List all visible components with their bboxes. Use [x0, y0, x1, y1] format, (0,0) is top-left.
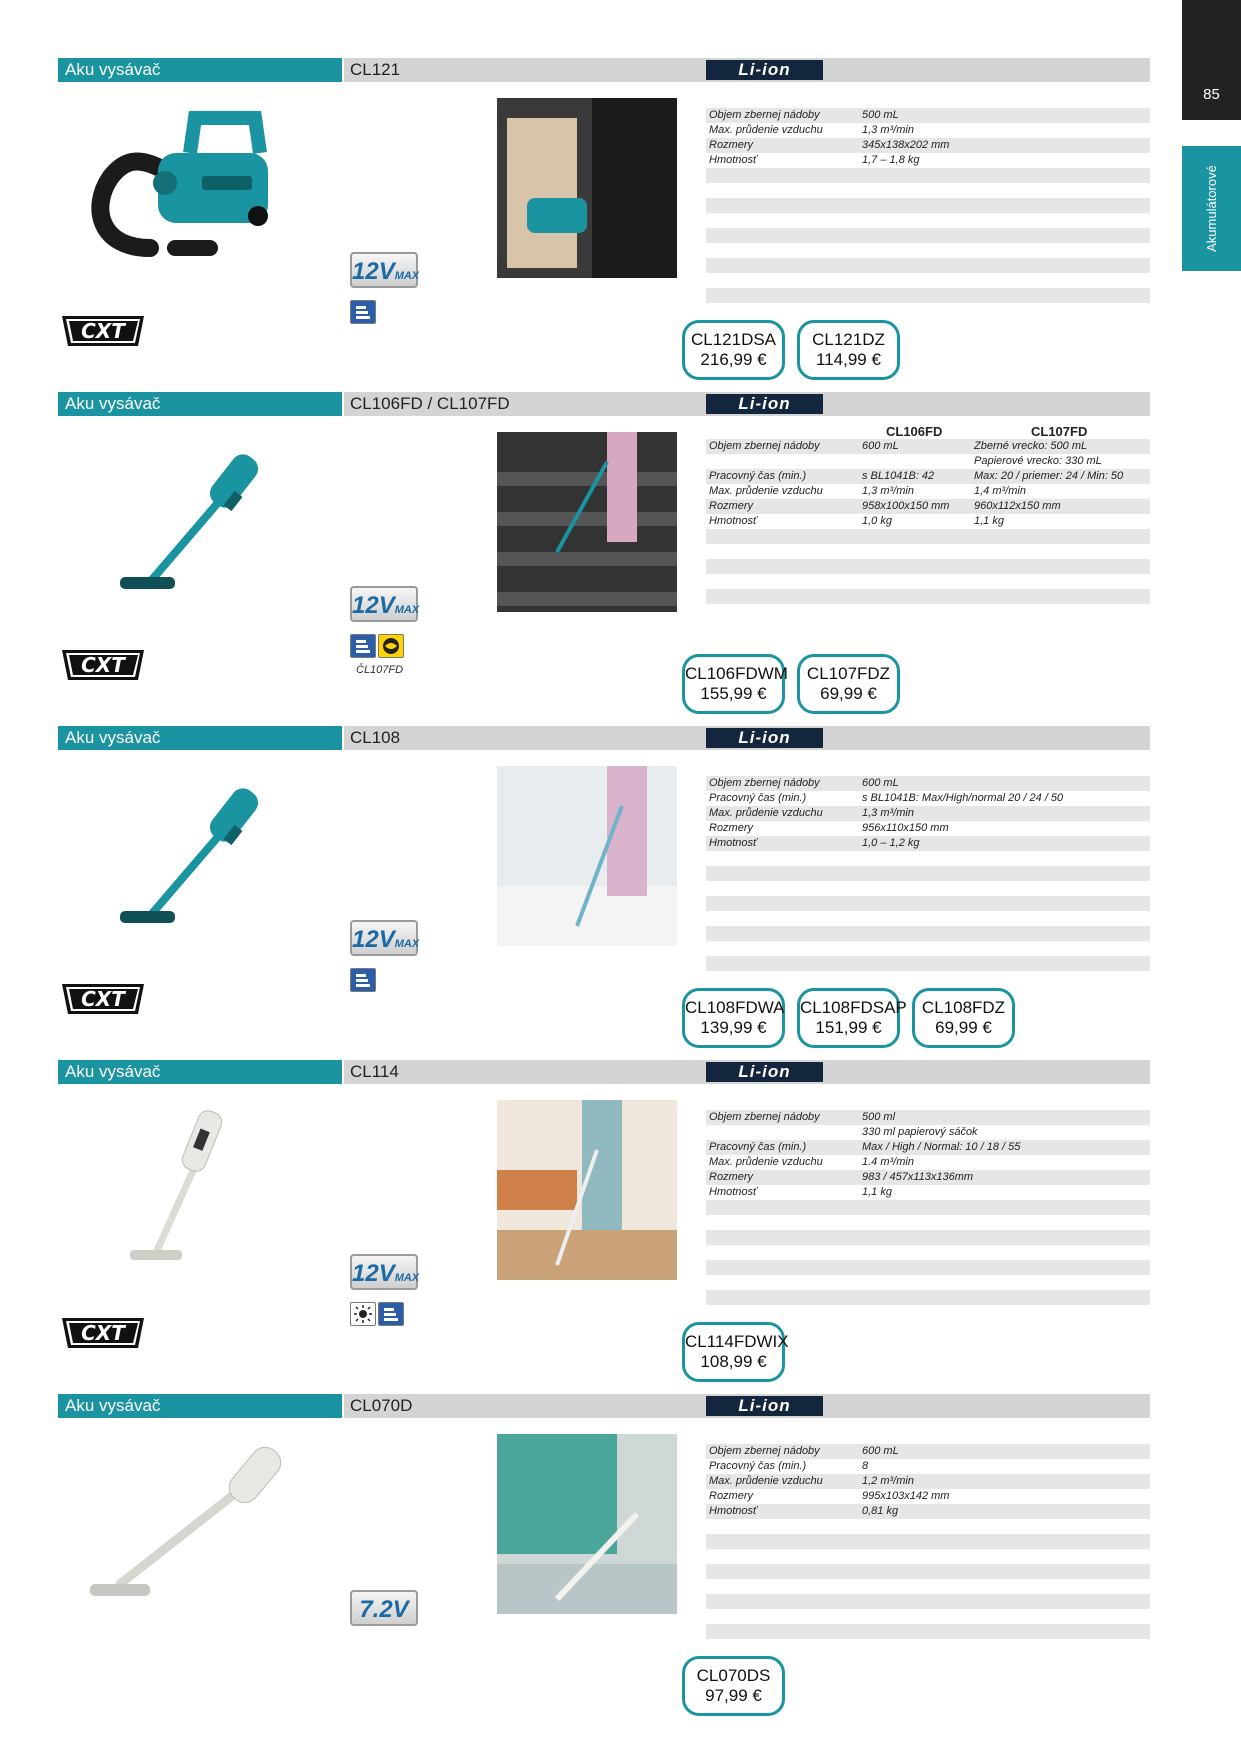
spec-label: Rozmery	[709, 500, 754, 512]
price: 114,99 €	[816, 350, 881, 369]
category-label: Aku vysávač	[58, 58, 342, 82]
spec-row	[706, 153, 1150, 168]
spec-row	[706, 1230, 1150, 1245]
spec-row	[706, 1549, 1150, 1564]
spec-value: 600 mL	[862, 440, 899, 452]
feature-icons	[350, 634, 404, 658]
product-section	[0, 58, 1180, 392]
voltage-badge	[350, 252, 418, 288]
spec-table	[706, 1444, 1150, 1639]
spec-row	[706, 1245, 1150, 1260]
spec-row	[706, 1609, 1150, 1624]
filter-icon	[378, 634, 404, 658]
spec-label: Pracovný čas (min.)	[709, 1460, 807, 1472]
spec-value: 500 mL	[862, 109, 899, 121]
svg-text:CXT: CXT	[81, 987, 125, 1011]
svg-text:CXT: CXT	[81, 319, 125, 343]
spec-row	[706, 1215, 1150, 1230]
spec-value: 1,0 kg	[862, 515, 892, 527]
price-box[interactable]	[682, 1656, 785, 1716]
model-label: CL108	[344, 726, 1150, 750]
spec-row	[706, 1564, 1150, 1579]
battery-level-icon	[350, 634, 376, 658]
price-box[interactable]	[797, 988, 907, 1048]
spec-label: Max. průdenie vzduchu	[709, 1156, 823, 1168]
spec-value-2: 1,4 m³/min	[974, 485, 1026, 497]
spec-row	[706, 896, 1150, 911]
spec-value: 345x138x202 mm	[862, 139, 950, 151]
spec-row	[706, 243, 1150, 258]
spec-row	[706, 1519, 1150, 1534]
price: 155,99 €	[700, 684, 767, 703]
voltage-badge	[350, 1590, 418, 1626]
spec-label: Objem zbernej nádoby	[709, 109, 820, 121]
product-image	[80, 1100, 300, 1280]
usage-photo	[497, 432, 677, 612]
feature-icons	[350, 300, 376, 324]
order-code: CL107FDZ	[806, 664, 891, 683]
spec-row	[706, 1444, 1150, 1459]
price: 97,99 €	[705, 1686, 762, 1705]
spec-value: 8	[862, 1460, 869, 1472]
price-box[interactable]	[797, 320, 900, 380]
spec-row	[706, 454, 1150, 469]
spec-row	[706, 1110, 1150, 1125]
spec-row	[706, 1290, 1150, 1305]
spec-row	[706, 926, 1150, 941]
spec-value: 0,81 kg	[862, 1505, 899, 1517]
spec-row	[706, 1534, 1150, 1549]
spec-row	[706, 851, 1150, 866]
li-ion-badge: Li-ion	[706, 1062, 823, 1082]
spec-row	[706, 821, 1150, 836]
order-code: CL070DS	[696, 1666, 771, 1685]
price: 216,99 €	[700, 350, 767, 369]
light-icon	[350, 1302, 376, 1326]
price-box[interactable]	[682, 1322, 789, 1382]
spec-header: CL107FD	[1031, 424, 1088, 439]
spec-label: Rozmery	[709, 1490, 754, 1502]
spec-value: 958x100x150 mm	[862, 500, 950, 512]
spec-row	[706, 589, 1150, 604]
order-code: CL108FDSAP	[800, 998, 907, 1017]
price-box[interactable]	[682, 988, 785, 1048]
product-section	[0, 1060, 1180, 1394]
usage-photo	[497, 1434, 677, 1614]
price-box[interactable]	[682, 320, 785, 380]
spec-row	[706, 866, 1150, 881]
spec-row	[706, 1200, 1150, 1215]
spec-row	[706, 123, 1150, 138]
spec-value-2: Papierové vrecko: 330 mL	[974, 455, 1102, 467]
model-label: CL070D	[344, 1394, 1150, 1418]
order-code: CL108FDWA	[685, 998, 785, 1017]
spec-row	[706, 1504, 1150, 1519]
feature-icons	[350, 968, 376, 992]
spec-row	[706, 529, 1150, 544]
spec-value: 500 ml	[862, 1111, 896, 1123]
spec-row	[706, 956, 1150, 971]
spec-value: 330 ml papierový sáčok	[862, 1126, 978, 1138]
spec-value: 1,3 m³/min	[862, 124, 914, 136]
product-image	[80, 98, 300, 278]
spec-row	[706, 1185, 1150, 1200]
li-ion-badge: Li-ion	[706, 1396, 823, 1416]
spec-row	[706, 1125, 1150, 1140]
spec-value: 600 mL	[862, 777, 899, 789]
spec-row	[706, 439, 1150, 454]
spec-value: 995x103x142 mm	[862, 1490, 950, 1502]
order-code: CL106FDWM	[685, 664, 788, 683]
spec-value: 1.4 m³/min	[862, 1156, 914, 1168]
spec-row	[706, 484, 1150, 499]
voltage-value: 7.2V	[359, 1596, 409, 1623]
order-code: CL121DZ	[812, 330, 885, 349]
spec-row	[706, 544, 1150, 559]
spec-row	[706, 108, 1150, 123]
model-label: CL106FD / CL107FD	[344, 392, 1150, 416]
li-ion-badge: Li-ion	[706, 394, 823, 414]
spec-label: Pracovný čas (min.)	[709, 470, 807, 482]
side-tab-label-wrap	[1182, 146, 1241, 271]
voltage-suffix: MAX	[394, 270, 420, 282]
spec-row	[706, 881, 1150, 896]
svg-text:CXT: CXT	[81, 1321, 125, 1345]
page-number: 85	[1203, 86, 1220, 103]
spec-label: Hmotnosť	[709, 837, 757, 849]
spec-value: 1,0 – 1,2 kg	[862, 837, 920, 849]
order-code: CL108FDZ	[921, 998, 1006, 1017]
spec-row	[706, 273, 1150, 288]
spec-label: Hmotnosť	[709, 515, 757, 527]
spec-value: 1,1 kg	[862, 1186, 892, 1198]
model-label: CL121	[344, 58, 1150, 82]
spec-label: Rozmery	[709, 1171, 754, 1183]
spec-value: s BL1041B: Max/High/normal 20 / 24 / 50	[862, 792, 1064, 804]
spec-label: Hmotnosť	[709, 1186, 757, 1198]
spec-row	[706, 138, 1150, 153]
spec-value: Max / High / Normal: 10 / 18 / 55	[862, 1141, 1021, 1153]
voltage-badge	[350, 586, 418, 622]
spec-row	[706, 559, 1150, 574]
spec-value: 1,3 m³/min	[862, 485, 914, 497]
spec-row	[706, 514, 1150, 529]
spec-row	[706, 168, 1150, 183]
spec-header: CL106FD	[886, 424, 943, 439]
spec-row	[706, 213, 1150, 228]
model-label: CL114	[344, 1060, 1150, 1084]
spec-header-row	[706, 424, 1150, 439]
price: 139,99 €	[700, 1018, 767, 1037]
spec-label: Hmotnosť	[709, 154, 757, 166]
cxt-logo	[58, 644, 148, 686]
spec-value: 1,3 m³/min	[862, 807, 914, 819]
spec-row	[706, 1594, 1150, 1609]
voltage-badge	[350, 920, 418, 956]
spec-row	[706, 183, 1150, 198]
spec-row	[706, 499, 1150, 514]
price: 69,99 €	[935, 1018, 992, 1037]
spec-value: 600 mL	[862, 1445, 899, 1457]
spec-row	[706, 1474, 1150, 1489]
product-image	[80, 766, 300, 946]
voltage-suffix: MAX	[394, 604, 420, 616]
spec-table	[706, 1110, 1150, 1305]
category-label: Aku vysávač	[58, 1394, 342, 1418]
price-box[interactable]	[912, 988, 1015, 1048]
spec-label: Max. průdenie vzduchu	[709, 485, 823, 497]
spec-row	[706, 1489, 1150, 1504]
li-ion-badge: Li-ion	[706, 60, 823, 80]
spec-label: Objem zbernej nádoby	[709, 440, 820, 452]
spec-row	[706, 228, 1150, 243]
spec-row	[706, 1155, 1150, 1170]
price: 151,99 €	[815, 1018, 882, 1037]
voltage-value: 12V	[352, 258, 395, 285]
spec-label: Hmotnosť	[709, 1505, 757, 1517]
spec-row	[706, 1275, 1150, 1290]
product-image	[80, 1434, 300, 1614]
spec-row	[706, 791, 1150, 806]
svg-text:CXT: CXT	[81, 653, 125, 677]
spec-row	[706, 1170, 1150, 1185]
spec-row	[706, 1260, 1150, 1275]
spec-value: 1,2 m³/min	[862, 1475, 914, 1487]
spec-value-2: Max: 20 / priemer: 24 / Min: 50	[974, 470, 1124, 482]
product-section	[0, 1394, 1180, 1728]
spec-row	[706, 776, 1150, 791]
usage-photo	[497, 98, 677, 278]
spec-value: s BL1041B: 42	[862, 470, 935, 482]
voltage-value: 12V	[352, 592, 395, 619]
spec-row	[706, 1579, 1150, 1594]
price: 69,99 €	[820, 684, 877, 703]
order-code: CL114FDWIX	[685, 1332, 789, 1351]
spec-label: Max. průdenie vzduchu	[709, 124, 823, 136]
spec-row	[706, 911, 1150, 926]
voltage-value: 12V	[352, 1260, 395, 1287]
spec-row	[706, 288, 1150, 303]
voltage-badge	[350, 1254, 418, 1290]
battery-level-icon	[378, 1302, 404, 1326]
spec-value-2: Zberné vrecko: 500 mL	[974, 440, 1088, 452]
cxt-logo	[58, 310, 148, 352]
icon-note: ČL107FD	[356, 664, 404, 676]
spec-value: 983 / 457x113x136mm	[862, 1171, 974, 1183]
spec-row	[706, 604, 1150, 619]
spec-label: Pracovný čas (min.)	[709, 792, 807, 804]
spec-row	[706, 1624, 1150, 1639]
product-section	[0, 726, 1180, 1060]
spec-row	[706, 1140, 1150, 1155]
spec-label: Objem zbernej nádoby	[709, 1445, 820, 1457]
spec-label: Rozmery	[709, 822, 754, 834]
voltage-suffix: MAX	[394, 1272, 420, 1284]
price: 108,99 €	[700, 1352, 767, 1371]
spec-row	[706, 574, 1150, 589]
spec-value: 956x110x150 mm	[862, 822, 949, 834]
order-code: CL121DSA	[690, 330, 777, 349]
category-label: Aku vysávač	[58, 1060, 342, 1084]
cxt-logo	[58, 978, 148, 1020]
spec-value-2: 960x112x150 mm	[974, 500, 1061, 512]
cxt-logo	[58, 1312, 148, 1354]
price-box[interactable]	[797, 654, 900, 714]
feature-icons	[350, 1302, 404, 1326]
category-label: Aku vysávač	[58, 726, 342, 750]
spec-table	[706, 108, 1150, 303]
spec-label: Objem zbernej nádoby	[709, 1111, 820, 1123]
battery-level-icon	[350, 300, 376, 324]
voltage-suffix: MAX	[394, 938, 420, 950]
spec-row	[706, 836, 1150, 851]
usage-photo	[497, 766, 677, 946]
spec-row	[706, 941, 1150, 956]
spec-label: Pracovný čas (min.)	[709, 1141, 807, 1153]
spec-table	[706, 776, 1150, 971]
side-tab-label: Akumulátorové	[1204, 165, 1219, 252]
li-ion-badge: Li-ion	[706, 728, 823, 748]
spec-row	[706, 806, 1150, 821]
spec-row	[706, 1459, 1150, 1474]
spec-table	[706, 424, 1150, 619]
spec-row	[706, 258, 1150, 273]
spec-label: Max. průdenie vzduchu	[709, 1475, 823, 1487]
battery-level-icon	[350, 968, 376, 992]
spec-label: Objem zbernej nádoby	[709, 777, 820, 789]
price-box[interactable]	[682, 654, 788, 714]
spec-row	[706, 198, 1150, 213]
voltage-value: 12V	[352, 926, 395, 953]
spec-row	[706, 469, 1150, 484]
spec-value: 1,7 – 1,8 kg	[862, 154, 920, 166]
usage-photo	[497, 1100, 677, 1280]
spec-label: Rozmery	[709, 139, 754, 151]
product-image	[80, 432, 300, 612]
spec-label: Max. průdenie vzduchu	[709, 807, 823, 819]
category-label: Aku vysávač	[58, 392, 342, 416]
product-section	[0, 392, 1180, 726]
spec-value-2: 1,1 kg	[974, 515, 1004, 527]
